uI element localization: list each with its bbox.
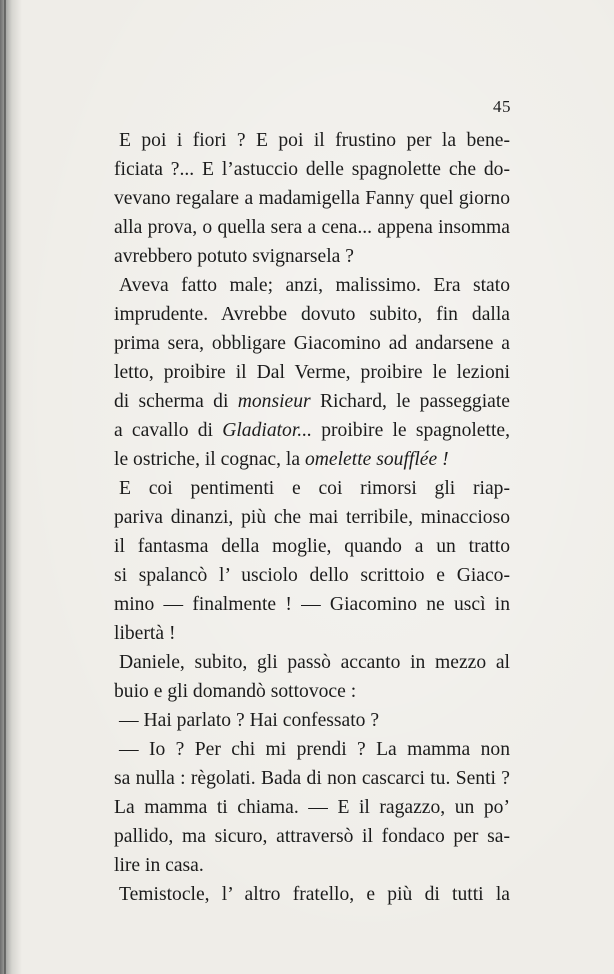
text-line: libertà ! xyxy=(114,623,176,644)
body-text xyxy=(114,126,510,909)
text-line: — Io ? Per chi mi prendi ? La mamma non xyxy=(119,739,510,760)
text-line: a cavallo di Gladiator... proibire le spagnolette, xyxy=(114,420,510,441)
text-line: di scherma di monsieur Richard, le passeggiate xyxy=(114,391,510,412)
text-line: lire in casa. xyxy=(114,855,204,876)
text-line: il fantasma della moglie, quando a un tratto xyxy=(114,536,510,557)
text-line: letto, proibire il Dal Verme, proibire le lezioni xyxy=(114,362,510,383)
text-line: pallido, ma sicuro, attraversò il fondaco per sa- xyxy=(114,826,510,847)
text-line: E poi i fiori ? E poi il frustino per la bene- xyxy=(119,130,510,151)
text-line: La mamma ti chiama. — E il ragazzo, un po’ xyxy=(114,797,510,818)
text-line: pariva dinanzi, più che mai terribile, minaccioso xyxy=(114,507,510,528)
text-line: E coi pentimenti e coi rimorsi gli riap- xyxy=(119,478,510,499)
page-number: 45 xyxy=(493,97,511,116)
text-line: ficiata ?... E l’astuccio delle spagnolette che do- xyxy=(114,159,510,180)
text-line: imprudente. Avrebbe dovuto subito, fin dalla xyxy=(114,304,510,325)
text-line: — Hai parlato ? Hai confessato ? xyxy=(119,710,380,731)
text-line: mino — finalmente ! — Giacomino ne uscì in xyxy=(114,594,510,615)
text-line: Temistocle, l’ altro fratello, e più di tutti la xyxy=(119,884,510,905)
binding-edge xyxy=(4,0,6,974)
text-line: sa nulla : règolati. Bada di non cascarci tu. Senti ? xyxy=(114,768,510,789)
text-line: si spalancò l’ usciolo dello scrittoio e Giaco- xyxy=(114,565,510,586)
text-line: alla prova, o quella sera a cena... appena insomma xyxy=(114,217,510,238)
text-line: avrebbero potuto svignarsela ? xyxy=(114,246,354,267)
text-line: prima sera, obbligare Giacomino ad andarsene a xyxy=(114,333,510,354)
text-line: Aveva fatto male; anzi, malissimo. Era stato xyxy=(119,275,510,296)
text-line: le ostriche, il cognac, la omelette soufflée ! xyxy=(114,449,449,470)
text-line: Daniele, subito, gli passò accanto in mezzo al xyxy=(119,652,510,673)
text-line: buio e gli domandò sottovoce : xyxy=(114,681,357,702)
text-line: vevano regalare a madamigella Fanny quel giorno xyxy=(114,188,510,209)
